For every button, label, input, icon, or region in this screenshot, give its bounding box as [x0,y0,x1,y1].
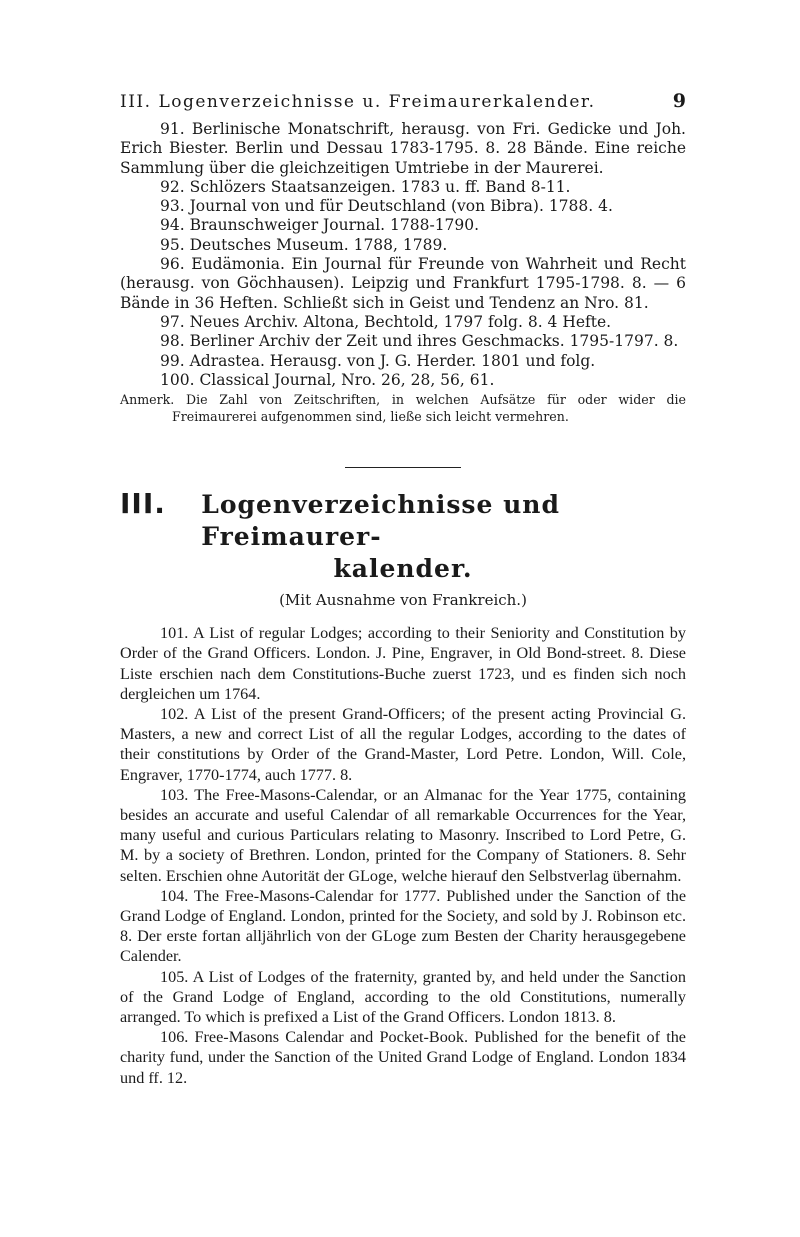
entry-number: 106. [160,1028,189,1047]
bibliography-entry [120,120,686,178]
entry-text: Berlinische Monatschrift, herausg. von Fri. Gedicke und Joh. Erich Biester. Berlin und Dessau 1783-1795. 8. 28 Bände. Eine reiche Sammlung über die gleichzeitigen Umtriebe in der Maurerei. [120,120,686,177]
entry-text: Journal von und für Deutschland (von Bibra). 1788. 4. [184,197,613,216]
entry-number: 105. [160,967,189,986]
section-title-line1: Logenverzeichnisse und Freimaurer- [201,490,560,552]
footnote [120,392,686,425]
entry-text: Neues Archiv. Altona, Bechtold, 1797 folg. 8. 4 Hefte. [184,312,612,331]
page-number: 9 [672,90,686,112]
entry-number: 101. [160,624,189,643]
entry-text: Deutsches Museum. 1788, 1789. [184,235,448,254]
entry-text: A List of the present Grand-Officers; of the present acting Provincial G. Masters, a new and correct List of all the regular Lodges, according to the dates of their constitutions by Order of the Grand-Master, Lord Petre. London, Will. Cole, Engraver, 1770-1774, auch 1777. 8. [120,704,686,784]
entry-number: 97. [160,312,185,331]
entry-text: Schlözers Staatsanzeigen. 1783 u. ff. Band 8-11. [184,177,571,196]
entry-number: 102. [160,704,189,723]
note-text: Die Zahl von Zeitschriften, in welchen Aufsätze für oder wider die Freimaurerei aufgenommen sind, ließe sich leicht vermehren. [172,392,686,424]
entry-number: 92. [160,177,185,196]
entry-list-main [120,623,686,1088]
running-title: III. Logenverzeichnisse u. Freimaurerkalender. [120,92,596,112]
section-number: III. [120,487,166,521]
bibliography-entry [120,967,686,1028]
section-title-line2: kalender. [333,554,473,584]
entry-text: Braunschweiger Journal. 1788-1790. [184,216,480,235]
bibliography-entry [120,197,686,216]
bibliography-entry [120,352,686,371]
bibliography-entry [120,332,686,351]
entry-number: 98. [160,332,185,351]
running-head [120,90,686,120]
entry-text: The Free-Masons-Calendar, or an Almanac for the Year 1775, containing besides an accurate and useful Calendar of all remarkable Occurrences for the Year, many useful and curious Particulars relating to Masonry. Inscribed to Lord Petre, G. M. by a society of Brethren. London, printed for the Company of Stationers. 8. Sehr selten. Erschien ohne Autorität der GLoge, welche hierauf den Selbstverlag übernahm. [120,785,686,885]
bibliography-entry [120,313,686,332]
entry-text: The Free-Masons-Calendar for 1777. Published under the Sanction of the Grand Lodge of England. London, printed for the Society, and sold by J. Robinson etc. 8. Der erste fortan alljährlich von der GLoge zum Besten der Charity herausgegebene Calender. [120,886,686,966]
entry-text: Free-Masons Calendar and Pocket-Book. Published for the benefit of the charity fund, under the Sanction of the United Grand Lodge of England. London 1834 und ff. 12. [120,1028,686,1087]
bibliography-entry [120,704,686,785]
bibliography-entry [120,216,686,235]
bibliography-entry [120,178,686,197]
entry-text: Classical Journal, Nro. 26, 28, 56, 61. [194,370,495,389]
entry-number: 99. [160,351,185,370]
entry-text: Berliner Archiv der Zeit und ihres Geschmacks. 1795-1797. 8. [184,332,679,351]
bibliography-entry [120,623,686,704]
entry-number: 91. [160,120,185,138]
entry-number: 104. [160,886,189,905]
entry-text: A List of regular Lodges; according to their Seniority and Constitution by Order of the Grand Officers. London. J. Pine, Engraver, in Old Bond-street. 8. Diese Liste erschien nach dem Constitutions-Buche zuerst 1723, und es finden sich noch dergleichen um 1764. [120,624,686,703]
bibliography-entry [120,255,686,313]
section-heading [120,488,686,553]
entry-text: Eudämonia. Ein Journal für Freunde von Wahrheit und Recht (herausg. von Göchhausen). Leipzig und Frankfurt 1795-1798. 8. — 6 Bände in 36 Heften. Schließt sich in Geist und Tendenz an Nro. 81. [120,255,686,312]
bibliography-entry [120,886,686,967]
entry-number: 100. [160,370,195,389]
entry-number: 93. [160,197,185,216]
entry-number: 103. [160,785,189,804]
bibliography-entry [120,236,686,255]
bibliography-entry [120,785,686,886]
entry-number: 96. [160,255,185,274]
entry-list-top [120,120,686,390]
bibliography-entry [120,1027,686,1088]
section-divider [345,467,461,468]
entry-text: Adrastea. Herausg. von J. G. Herder. 1801 und folg. [184,351,596,370]
note-label: Anmerk. [120,392,175,408]
entry-text: A List of Lodges of the fraternity, granted by, and held under the Sanction of the Grand Lodge of England, according to the old Constitutions, numerally arranged. To which is prefixed a List of the Grand Officers. London 1813. 8. [120,967,686,1027]
bibliography-entry [120,371,686,390]
entry-number: 94. [160,216,185,235]
entry-number: 95. [160,235,185,254]
section-subtitle: (Mit Ausnahme von Frankreich.) [279,591,527,610]
page [120,90,686,1088]
